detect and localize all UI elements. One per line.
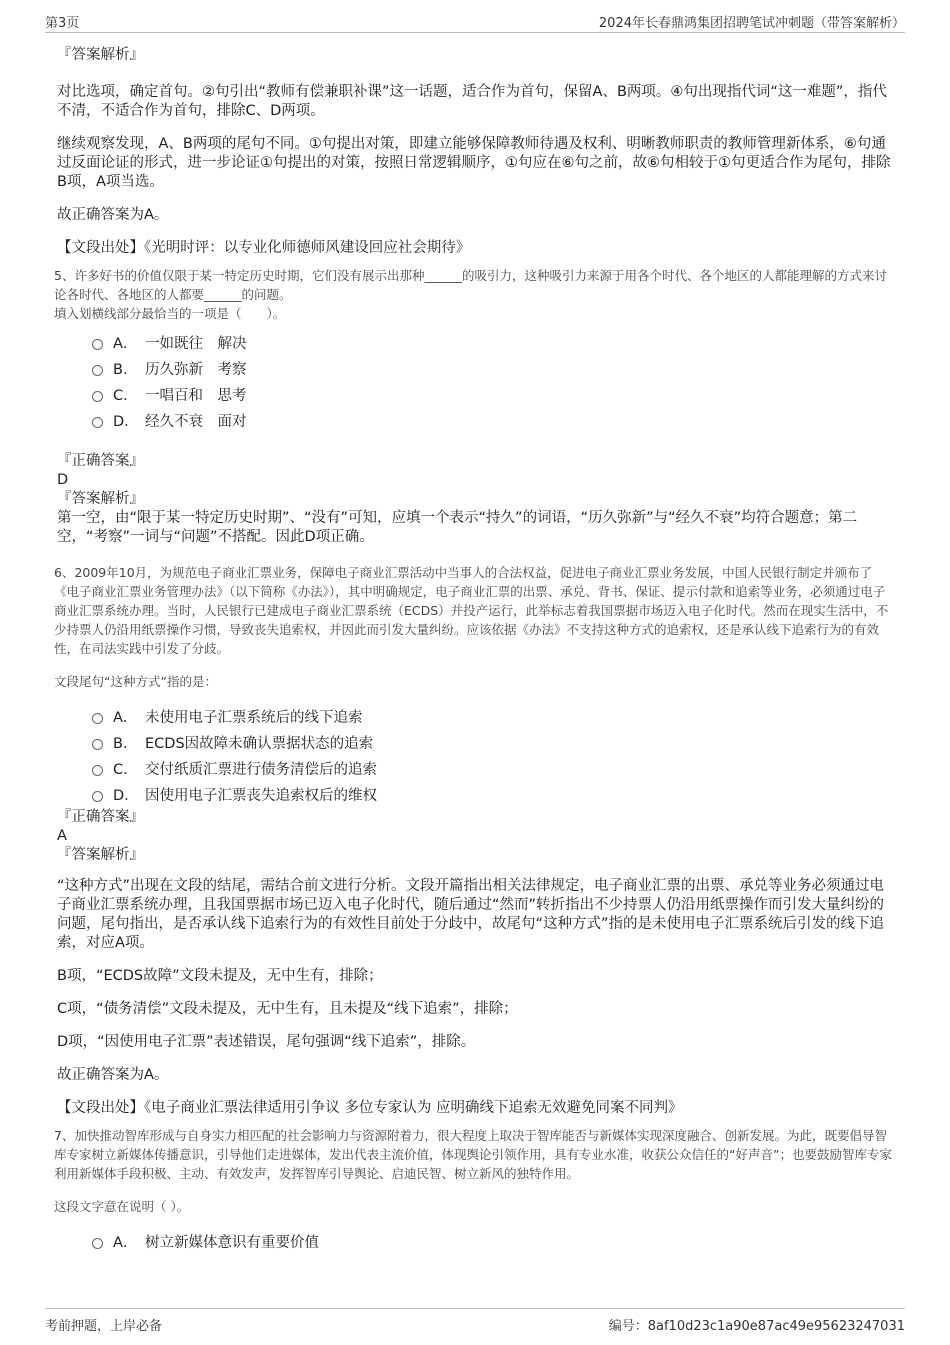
radio-icon[interactable] [92, 391, 103, 402]
correct-answer: A [57, 828, 67, 844]
option-text: 经久不衰 面对 [145, 413, 247, 430]
analysis-label: 『答案解析』 [57, 847, 144, 863]
option-b[interactable] [92, 355, 893, 381]
question-stem: 6、2009年10月，为规范电子商业汇票业务，保障电子商业汇票活动中当事人的合法权益，促进电子商业汇票业务发展，中国人民银行制定并颁布了《电子商业汇票业务管理办法》（以下简称《办法》），其中明确规定，电子商业汇票的出票、承兑、背书、保证、提示付款和追索等业务，必须通过电子商业汇票系统办理。当时，人民银行已建成电子商业汇票系统（ECDS）并投产运行，此举标志着我国票据市场迈入电子化时代。然而在现实生活中，不少持票人仍沿用纸票操作习惯，导致丧失追索权，并因此而引发大量纠纷。应该依据《办法》不支持这种方式的追索权，还是承认线下追索行为的有效性，在司法实践中引发了分歧。 [54, 565, 889, 656]
option-text: ECDS因故障未确认票据状态的追索 [145, 735, 374, 752]
option-c[interactable] [92, 381, 893, 407]
option-letter: B． [113, 735, 138, 752]
radio-icon[interactable] [92, 765, 103, 776]
radio-icon[interactable] [92, 365, 103, 376]
option-letter: A． [113, 335, 138, 352]
radio-icon[interactable] [92, 1238, 103, 1249]
option-text: 一唱百和 思考 [145, 387, 247, 404]
option-list [92, 1228, 893, 1254]
option-text: 一如既往 解决 [145, 335, 247, 352]
correct-answer-label: 『正确答案』 [57, 453, 144, 469]
option-text: 历久弥新 考察 [145, 361, 247, 378]
question-prompt: 这段文字意在说明（ ）。 [54, 1199, 190, 1214]
radio-icon[interactable] [92, 739, 103, 750]
option-letter: C． [113, 761, 138, 778]
analysis-paragraph: “这种方式”出现在文段的结尾，需结合前文进行分析。文段开篇指出相关法律规定，电子商业汇票的出票、承兑等业务必须通过电子商业汇票系统办理，且我国票据市场已迈入电子化时代，随后通过“然而”转折指出不少持票人仍沿用纸票操作而引发大量纠纷的问题，尾句指出，是否承认线下追索行为的有效性目前处于分歧中，故尾句“这种方式”指的是未使用电子汇票系统后引发的线下追索，对应A项。 [57, 878, 885, 951]
option-letter: D． [113, 787, 139, 804]
analysis-paragraph: C项，“债务清偿”文段未提及，无中生有，且未提及“线下追索”，排除； [57, 1001, 518, 1017]
document-title: 2024年长春鼎鸿集团招聘笔试冲刺题（带答案解析） [598, 16, 905, 31]
option-letter: A． [113, 709, 138, 726]
option-d[interactable] [92, 407, 893, 433]
option-text: 因使用电子汇票丧失追索权后的维权 [145, 787, 377, 804]
page-number: 第3页 [45, 16, 80, 31]
option-letter: A． [113, 1234, 138, 1251]
question-stem: 5、许多好书的价值仅限于某一特定历史时期，它们没有展示出那种______的吸引力，这种吸引力来源于用各个时代、各个地区的人都能理解的方式来讨论各时代、各地区的人都要______的问题。 [54, 268, 887, 302]
option-d[interactable] [92, 781, 893, 807]
option-c[interactable] [92, 755, 893, 781]
analysis-paragraph: D项，“因使用电子汇票”表述错误，尾句强调“线下追索”，排除。 [57, 1034, 476, 1050]
option-text: 未使用电子汇票系统后的线下追索 [145, 709, 363, 726]
option-text: 交付纸质汇票进行债务清偿后的追索 [145, 761, 377, 778]
correct-answer: D [57, 472, 69, 488]
radio-icon[interactable] [92, 713, 103, 724]
question-stem: 7、加快推动智库形成与自身实力相匹配的社会影响力与资源附着力，很大程度上取决于智库能否与新媒体实现深度融合、创新发展。为此，既要倡导智库专家树立新媒体传播意识，引导他们走进媒体，发出代表主流价值，体现舆论引领作用，具有专业水准，收获公众信任的“好声音”；也要鼓励智库专家利用新媒体手段积极、主动、有效发声，发挥智库引导舆论、启迪民智、树立新风的独特作用。 [54, 1128, 892, 1181]
source-citation: 【文段出处】《光明时评：以专业化师德师风建设回应社会期待》 [57, 240, 471, 256]
analysis-paragraph: 继续观察发现，A、B两项的尾句不同。①句提出对策，即建立能够保障教师待遇及权利、明晰教师职责的教师管理新体系，⑥句通过反面论证的形式，进一步论证①句提出的对策，按照日常逻辑顺序，①句应在⑥句之前，故⑥句相较于①句更适合作为尾句，排除B项，A项当选。 [57, 136, 891, 190]
option-a[interactable] [92, 703, 893, 729]
option-a[interactable] [92, 1228, 893, 1254]
option-letter: B． [113, 361, 138, 378]
correct-answer-label: 『正确答案』 [57, 809, 144, 825]
question-prompt: 文段尾句“这种方式”指的是： [54, 674, 217, 689]
radio-icon[interactable] [92, 417, 103, 428]
analysis-paragraph: 第一空，由“限于某一特定历史时期”、“没有”可知，应填一个表示“持久”的词语，“历久弥新”与“经久不衰”均符合题意；第二空，“考察”一词与“问题”不搭配。因此D项正确。 [57, 510, 858, 545]
page-footer [45, 1308, 905, 1339]
analysis-conclusion: 故正确答案为A。 [57, 207, 169, 223]
option-a[interactable] [92, 329, 893, 355]
analysis-label: 『答案解析』 [57, 47, 144, 63]
option-letter: C． [113, 387, 138, 404]
page-header [45, 10, 905, 33]
question-7 [54, 1126, 893, 1254]
option-b[interactable] [92, 729, 893, 755]
option-text: 树立新媒体意识有重要价值 [145, 1234, 319, 1251]
analysis-conclusion: 故正确答案为A。 [57, 1067, 169, 1083]
option-letter: D． [113, 413, 139, 430]
option-list [92, 329, 893, 433]
document-code: 编号：8af10d23c1a90e87ac49e95623247031 [608, 1319, 905, 1334]
question-6 [54, 563, 893, 807]
analysis-label: 『答案解析』 [57, 491, 144, 507]
footer-slogan: 考前押题，上岸必备 [45, 1319, 163, 1334]
radio-icon[interactable] [92, 339, 103, 350]
option-list [92, 703, 893, 807]
analysis-paragraph: B项，“ECDS故障”文段未提及，无中生有，排除； [57, 968, 383, 984]
source-citation: 【文段出处】《电子商业汇票法律适用引争议 多位专家认为 应明确线下追索无效避免同案不同判》 [57, 1100, 683, 1116]
question-5 [54, 266, 893, 433]
radio-icon[interactable] [92, 791, 103, 802]
question-prompt: 填入划横线部分最恰当的一项是（ ）。 [54, 306, 286, 321]
analysis-paragraph: 对比选项，确定首句。②句引出“教师有偿兼职补课”这一话题，适合作为首句，保留A、B两项。④句出现指代词“这一难题”，指代不清，不适合作为首句，排除C、D两项。 [57, 84, 887, 119]
document-body [54, 45, 893, 1254]
